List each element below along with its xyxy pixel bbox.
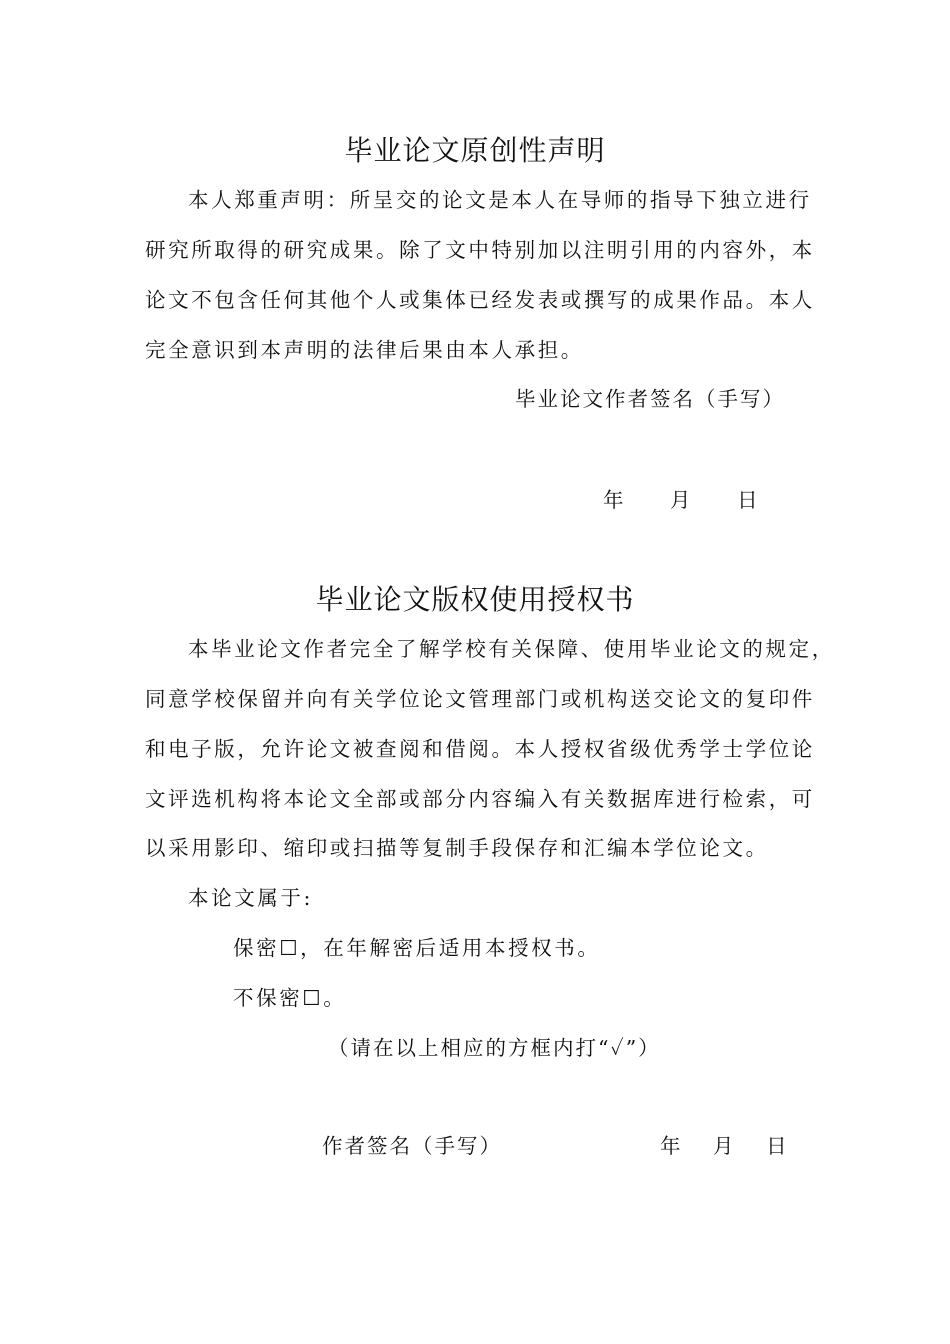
declaration-line-4: 完全意识到本声明的法律后果由本人承担。: [145, 338, 584, 362]
authorization-line-3: 和电子版，允许论文被查阅和借阅。本人授权省级优秀学士学位论: [145, 737, 815, 761]
authorization-line-5: 以采用影印、缩印或扫描等复制手段保存和汇编本学位论文。: [145, 836, 769, 860]
declaration-date-month: 月: [670, 488, 693, 512]
declaration-signature-label: 毕业论文作者签名（手写）: [515, 387, 785, 411]
declaration-line-1: 本人郑重声明：所呈交的论文是本人在导师的指导下独立进行: [188, 188, 812, 212]
declaration-date-year: 年: [603, 488, 626, 512]
authorization-line-4: 文评选机构将本论文全部或部分内容编入有关数据库进行检索，可: [145, 787, 815, 811]
authorization-date-day: 日: [766, 1134, 789, 1158]
authorization-line-1: 本毕业论文作者完全了解学校有关保障、使用毕业论文的规定，: [188, 637, 835, 661]
option-not-confidential: 不保密☐。: [233, 986, 347, 1010]
authorization-date-year: 年: [660, 1134, 683, 1158]
belongs-label: 本论文属于:: [188, 886, 314, 910]
authorization-date: [660, 1132, 789, 1160]
declaration-date: [603, 486, 760, 514]
author-signature-label: 作者签名（手写）: [322, 1134, 502, 1158]
authorization-date-month: 月: [713, 1134, 736, 1158]
declaration-line-3: 论文不包含任何其他个人或集体已经发表或撰写的成果作品。本人: [145, 288, 815, 312]
checkbox-instruction: （请在以上相应的方框内打“✓”）: [328, 1036, 661, 1060]
declaration-line-2: 研究所取得的研究成果。除了文中特别加以注明引用的内容外，本: [145, 238, 815, 262]
option-confidential: 保密☐，在年解密后适用本授权书。: [233, 936, 601, 960]
declaration-title: 毕业论文原创性声明: [344, 134, 606, 167]
authorization-line-2: 同意学校保留并向有关学位论文管理部门或机构送交论文的复印件: [145, 687, 815, 711]
declaration-date-day: 日: [737, 488, 760, 512]
authorization-title: 毕业论文版权使用授权书: [315, 583, 635, 616]
